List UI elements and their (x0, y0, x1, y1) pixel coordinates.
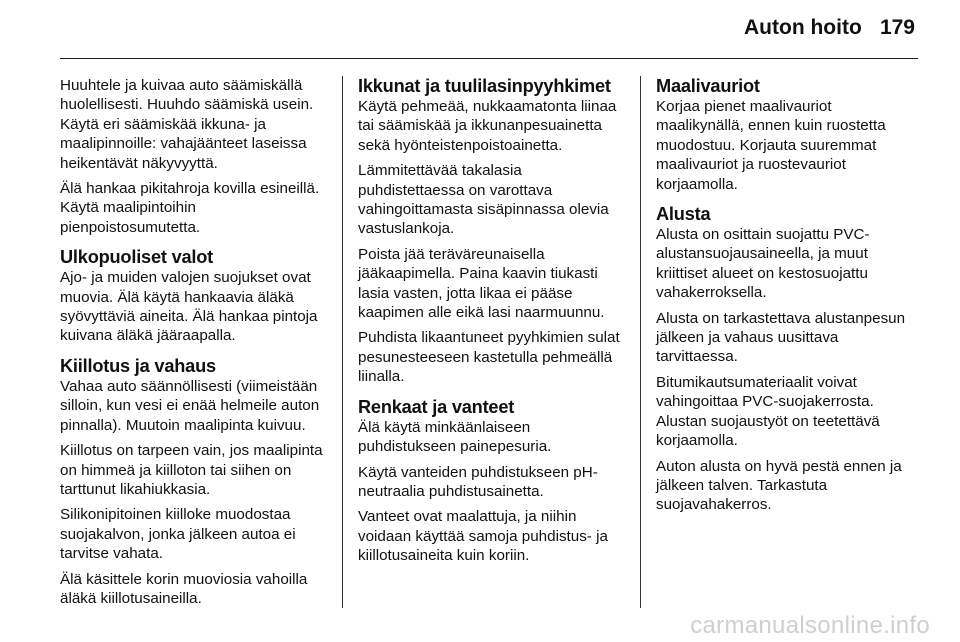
paragraph: Vanteet ovat maalattuja, ja niihin voidaan käyttää samoja puhdistus- ja kiillotusaineita kuin koriin. (358, 508, 608, 565)
paragraph: Ajo- ja muiden valojen suojukset ovat muovia. Älä käytä hankaavia äläkä syövyttäviä aineita. Älä hankaa pintoja kuivana äläkä jääraapalla. (60, 269, 318, 345)
section-heading-renkaat-ja-vanteet: Renkaat ja vanteet (358, 396, 515, 417)
paragraph: Käytä pehmeää, nukkaamatonta liinaa tai säämiskää ja ikkunanpesuainetta sekä hyönteistenpoistoainetta. (358, 98, 617, 154)
paragraph: Poista jää teräväreunaisella jääkaapimella. Paina kaavin tiukasti lasia vasten, jotta likaa ei pääse kaapimen alle eikä lasi naarmuunnu. (358, 245, 605, 322)
section-heading-ikkunat: Ikkunat ja tuulilasinpyyhkimet (358, 76, 611, 96)
paragraph: Lämmitettävää takalasia puhdistettaessa on varottava vahingoittamasta sisäpinnassa olevia vastuslankoja. (358, 162, 609, 238)
paragraph: Huuhtele ja kuivaa auto säämiskällä huolellisesti. Huuhdo säämiskä usein. Käytä eri säämiskää ikkuna- ja maalipinnoille: vahajäänteet laseissa heikentävät näkyvyyttä. (60, 77, 314, 172)
paragraph: Vahaa auto säännöllisesti (viimeistään silloin, kun vesi ei enää helmeile auton pinnalla). Muutoin maalipinta kuivuu. (60, 377, 320, 434)
paragraph: Auton alusta on hyvä pestä ennen ja jälkeen talven. Tarkastuta suojavahakerros. (656, 457, 902, 514)
page-number: 179 (879, 16, 915, 39)
paragraph: Älä hankaa pikitahroja kovilla esineillä. Käytä maalipintoihin pienpoistosumutetta. (60, 180, 320, 236)
column-divider-1 (342, 76, 343, 608)
page-title: Auton hoito (744, 16, 862, 39)
paragraph: Bitumikautsumateriaalit voivat vahingoittaa PVC-suojakerrosta. Alustan suojaustyöt on teetettävä korjaamolla. (656, 373, 880, 450)
header-divider (60, 58, 918, 59)
paragraph: Käytä vanteiden puhdistukseen pH-neutraalia puhdistusainetta. (358, 463, 598, 500)
paragraph: Älä käytä minkäänlaiseen puhdistukseen painepesuria. (358, 418, 552, 456)
section-heading-maalivauriot: Maalivauriot (656, 76, 760, 96)
column-1 (60, 76, 328, 614)
paragraph: Alusta on tarkastettava alustanpesun jälkeen ja vahaus uusittava tarvittaessa. (656, 309, 906, 366)
watermark: carmanualsonline.info (690, 612, 930, 639)
paragraph: Korjaa pienet maalivauriot maalikynällä, ennen kuin ruostetta muodostuu. Korjauta suuremmat maalivauriot ja ruostevauriot korjaamolla. (656, 98, 886, 193)
section-heading-kiillotus-ja-vahaus: Kiillotus ja vahaus (60, 355, 216, 376)
paragraph: Kiillotus on tarpeen vain, jos maalipinta on himmeä ja kiilloton tai siihen on tarttunut likahiukkasia. (60, 442, 323, 498)
column-divider-2 (640, 76, 641, 608)
paragraph: Älä käsittele korin muoviosia vahoilla äläkä kiillotusaineilla. (60, 570, 308, 607)
column-3 (656, 76, 922, 521)
section-heading-alusta: Alusta (656, 204, 711, 225)
paragraph: Silikonipitoinen kiilloke muodostaa suojakalvon, jonka jälkeen autoa ei tarvitse vahata. (60, 506, 296, 563)
paragraph: Alusta on osittain suojattu PVC-alustansuojausaineella, ja muut kriittiset alueet on kestosuojattu vahakerroksella. (656, 226, 870, 302)
paragraph: Puhdista likaantuneet pyyhkimien sulat pesunesteeseen kastetulla pehmeällä liinalla. (358, 329, 620, 386)
column-2 (358, 76, 626, 572)
section-heading-ulkopuoliset-valot: Ulkopuoliset valot (60, 247, 214, 268)
